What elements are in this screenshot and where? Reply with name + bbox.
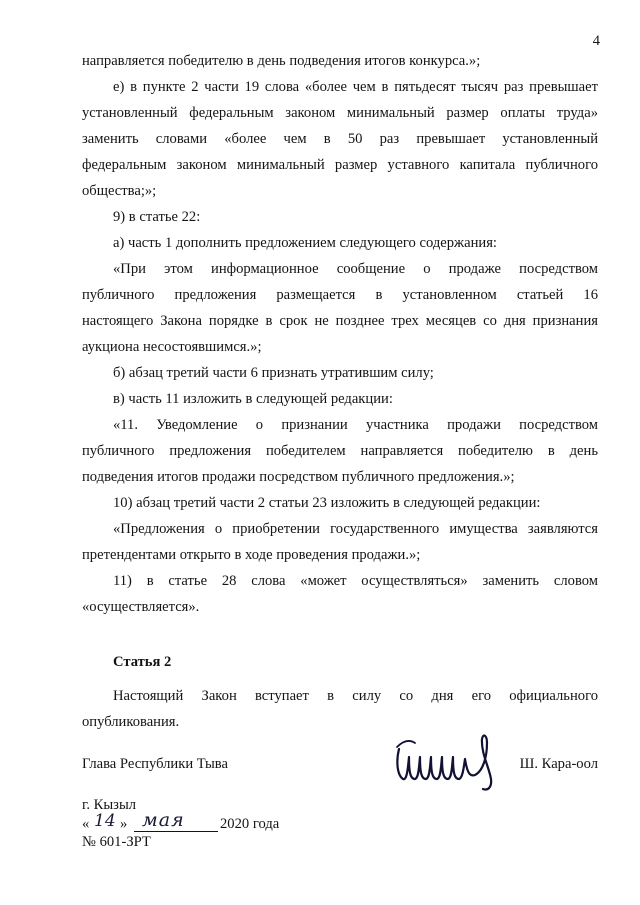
document-number: № 601-ЗРТ (82, 834, 151, 850)
signer-title: Глава Республики Тыва (82, 756, 228, 772)
article-heading: Статья 2 (113, 654, 172, 670)
text-line: е) в пункте 2 части 19 слова «более чем в пятьдесят тысяч раз превышает (113, 79, 598, 95)
date-close-quote: » (120, 816, 128, 832)
date-underline (134, 831, 218, 832)
date-day-handwritten: 14 (94, 811, 116, 831)
text-line: «осуществляется». (82, 599, 200, 615)
text-line: б) абзац третий части 6 признать утратившим силу; (113, 365, 434, 381)
text-line: установленный федеральным законом минимальный размер оплаты труда» (82, 105, 598, 121)
date-year: 2020 года (220, 816, 280, 832)
text-line: общества;»; (82, 183, 157, 199)
place-of-signing: г. Кызыл (82, 797, 137, 813)
page-number: 4 (592, 33, 600, 49)
text-line: 10) абзац третий части 2 статьи 23 изложить в следующей редакции: (113, 495, 541, 511)
text-line: 9) в статье 22: (113, 209, 201, 225)
handwritten-signature (393, 727, 501, 795)
text-line: аукциона несостоявшимся.»; (82, 339, 262, 355)
text-line: «При этом информационное сообщение о продаже посредством (113, 261, 598, 277)
text-line: публичного предложения размещается в установленном статьей 16 (82, 287, 598, 303)
text-line: настоящего Закона порядке в срок не позднее трех месяцев со дня признания (82, 313, 598, 329)
text-line: претендентами открыто в ходе проведения продажи.»; (82, 547, 421, 563)
text-line: 11) в статье 28 слова «может осуществляться» заменить словом (113, 573, 598, 589)
text-line: заменить словами «более чем в 50 раз превышает установленный (82, 131, 598, 147)
text-line: подведения итогов продажи посредством публичного предложения.»; (82, 469, 515, 485)
signing-date (82, 809, 342, 836)
signature-row (82, 756, 598, 786)
text-line: Настоящий Закон вступает в силу со дня его официального (113, 688, 598, 704)
text-line: опубликования. (82, 714, 180, 730)
text-line: а) часть 1 дополнить предложением следующего содержания: (113, 235, 497, 251)
date-open-quote: « (82, 816, 90, 832)
date-month-handwritten: мая (142, 809, 185, 831)
text-line: федеральным законом минимальный размер уставного капитала публичного (82, 157, 598, 173)
text-line: «11. Уведомление о признании участника продажи посредством (113, 417, 598, 433)
text-line: в) часть 11 изложить в следующей редакции: (113, 391, 393, 407)
text-line: публичного предложения победителем направляется победителю в день (82, 443, 598, 459)
text-line: «Предложения о приобретении государственного имущества заявляются (113, 521, 598, 537)
signer-name: Ш. Кара-оол (519, 756, 598, 772)
law-text (82, 48, 598, 735)
text-line: направляется победителю в день подведения итогов конкурса.»; (82, 53, 481, 69)
